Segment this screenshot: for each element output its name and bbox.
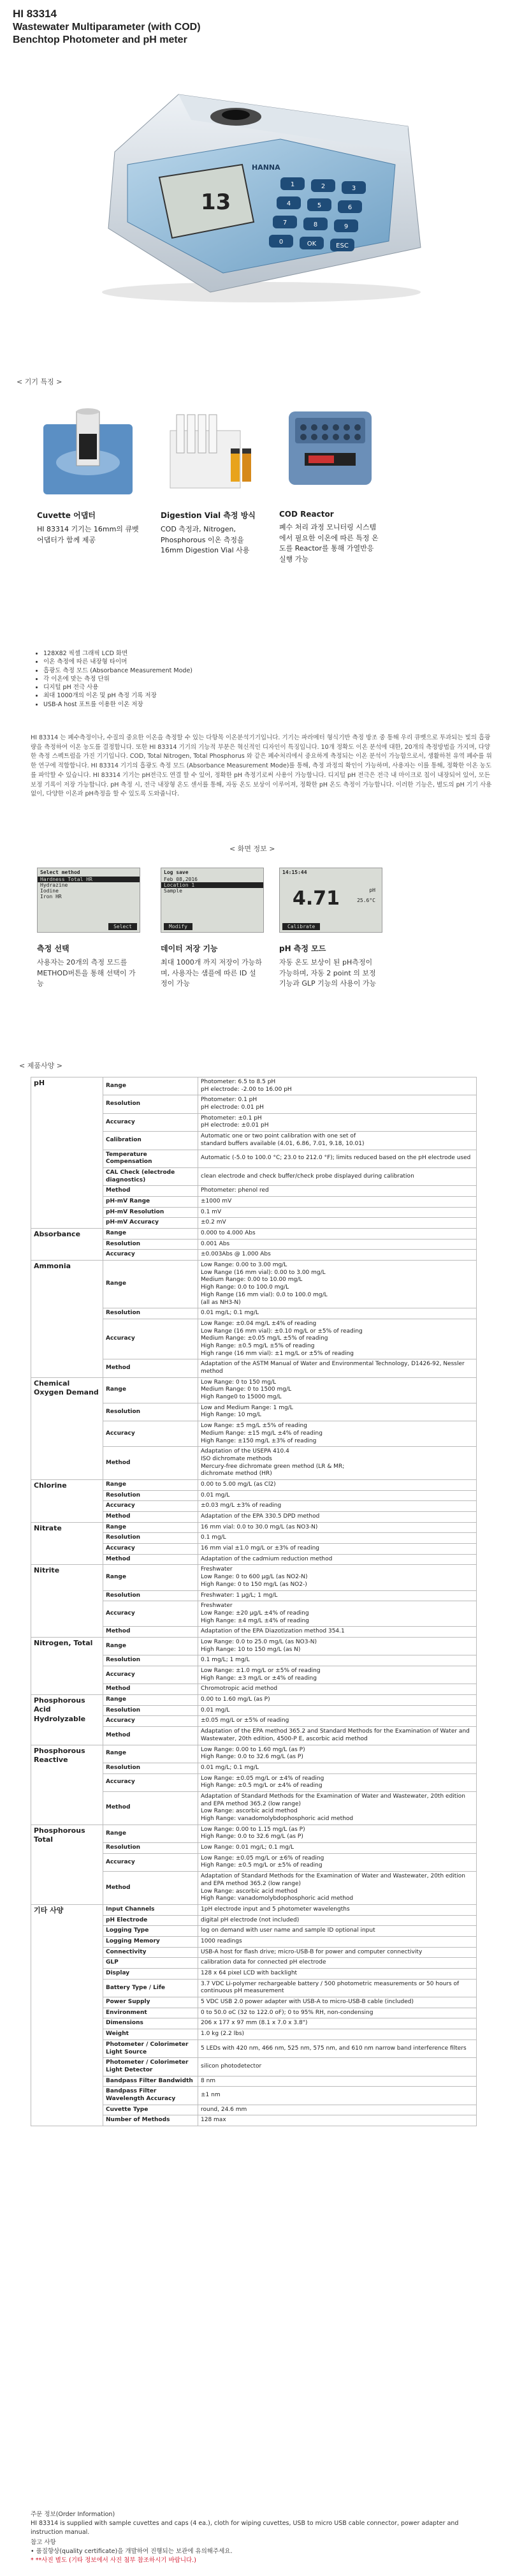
keypad-button: [330, 239, 354, 251]
spec-row: [31, 1377, 477, 1403]
spec-label: Method: [103, 1447, 198, 1480]
spec-value: 0.01 mg/L: [198, 1490, 477, 1501]
spec-value: Low Range: 0.00 to 3.00 mg/L Low Range (16 mm vial): 0.00 to 3.00 mg/L Medium Range: 0.00 to 10.00 mg/L High Range: 0.0 to 100.0 mg/L High Range (16 mm vial): 0.0 to 100.0 mg/L (all as NH3-N): [198, 1261, 477, 1308]
lcd-select-button: Select: [108, 923, 137, 930]
spec-value: Adaptation of the EPA Diazotization method 354.1: [198, 1627, 477, 1638]
spec-value: 0.01 mg/L; 0.1 mg/L: [198, 1763, 477, 1773]
feature-bullet: • 128X82 픽셀 그래픽 LCD 화면: [43, 649, 489, 658]
svg-text:7: 7: [282, 219, 287, 226]
spec-value: ±0.03 mg/L ±3% of reading: [198, 1501, 477, 1512]
spec-label: Range: [103, 1377, 198, 1403]
lcd-ph-value: 4.71: [293, 887, 340, 910]
keypad-button: [334, 219, 358, 232]
spec-label: Method: [103, 1554, 198, 1565]
lcd-select-method: Select method Hardness Total HR Hydrazine Iodine Iron HR Select: [37, 868, 140, 933]
feature-desc: 폐수 처리 과정 모니터링 시스템에서 필요한 이온에 따른 특정 온도를 Reactor를 통해 가열반응 실행 가능: [279, 523, 379, 563]
spec-value: 128 x 64 pixel LCD with backlight: [198, 1969, 477, 1980]
spec-label: Range: [103, 1229, 198, 1240]
screen-title: pH 측정 모드: [279, 944, 326, 953]
spec-label: Range: [103, 1637, 198, 1655]
cod-reactor-image: [279, 399, 381, 501]
spec-value: 16 mm vial ±1.0 mg/L or ±3% of reading: [198, 1544, 477, 1555]
spec-label: Resolution: [103, 1533, 198, 1544]
spec-label: Resolution: [103, 1655, 198, 1666]
feature-bullet: • 디지털 pH 전극 사용: [43, 683, 489, 692]
product-intro: HI 83314 는 폐수측정이나, 수질의 중요한 이온을 측정할 수 있는 다항목 이온분석기기입니다. 기기는 파라메터 형식기반 측정 방조 중 통해 우리 큐벳으로 투과되는 빛의 흡광량을 측정하여 이온 농도를 결정합니다. 또한 HI 83314 기기의 기능적 부분은 혁신적인 디자인이 특징입니다. 10개 정확도 이온 분석에 대한, 20개의 측정방법을 가지며, 다양한 측정 스펙트럼을 가진 기기입니다. COD, Total Nitrogen, Total Phosphorus 와 같은 폐수처리에서 중요하게 측정되는 이온 분석이 가능함으로서, 생활하천 유역 폐수를 위한 연구에 적합합니다. HI 83314 기기의 흡광도 측정 모드 (Absorbance Measurement Mode)를 통해, 측정 과정의 확인이 가능하며, 사용자는 이를 통해, 정확한 이온 농도를 파악할 수 있습니다. HI 83314 기기는 pH전극도 연결 할 수 있어, 정확한 pH 측정기로써 사용이 가능합니다. 디지털 pH 전극은 전극 내 마이크로 칩이 내장되어 있어, 모든 보정 기록이 저장 가능합니다. pH 측정 시, 전극 내장형 온도 센서를 통해, 자동 온도 보상이 이루어져, 정확한 pH 온도 측정이 가능합니다. 이러한 기능은, 별도의 pH 기기 사용 없이, 다양한 이온과 pH측정을 할 수 있도록 도와줍니다.: [31, 734, 492, 798]
spec-label: Weight: [103, 2029, 198, 2040]
spec-row: [31, 1565, 477, 1590]
spec-value: 0.01 mg/L: [198, 1705, 477, 1716]
spec-label: Bandpass Filter Wavelength Accuracy: [103, 2087, 198, 2105]
spec-label: Range: [103, 1522, 198, 1533]
spec-label: Resolution: [103, 1705, 198, 1716]
spec-label: Accuracy: [103, 1250, 198, 1261]
spec-value: 0 to 50.0 oC (32 to 122.0 oF); 0 to 95% RH, non-condensing: [198, 2008, 477, 2018]
screen-card-method: [37, 868, 139, 989]
spec-value: 0.1 mV: [198, 1207, 477, 1218]
spec-label: Resolution: [103, 1308, 198, 1319]
spec-row: [31, 1261, 477, 1308]
spec-value: 0.01 mg/L; 0.1 mg/L: [198, 1308, 477, 1319]
spec-category: Chemical Oxygen Demand: [31, 1377, 103, 1479]
spec-value: clean electrode and check buffer/check probe displayed during calibration: [198, 1167, 477, 1185]
spec-label: Accuracy: [103, 1666, 198, 1684]
spec-value: Low Range: 0.0 to 25.0 mg/L (as NO3-N) High Range: 10 to 150 mg/L (as N): [198, 1637, 477, 1655]
spec-value: 0.00 to 5.00 mg/L (as Cl2): [198, 1479, 477, 1490]
spec-category: pH: [31, 1077, 103, 1229]
svg-text:OK: OK: [307, 241, 317, 248]
spec-value: 1.0 kg (2.2 lbs): [198, 2029, 477, 2040]
spec-value: 3.7 VDC Li-polymer rechargeable battery / 500 photometric measurements or 50 hours of continuous pH measurement: [198, 1979, 477, 1997]
feature-bullet: • 각 이온에 맞는 측정 단위: [43, 675, 489, 683]
spec-row: [31, 1479, 477, 1490]
keypad-button: [300, 237, 324, 249]
keypad-button: [311, 179, 335, 192]
keypad-button: [280, 177, 305, 190]
spec-row: [31, 1637, 477, 1655]
feature-desc: HI 83314 기기는 16mm의 큐벳 어댑터가 함께 제공: [37, 525, 139, 544]
spec-value: Low Range: 0.00 to 1.15 mg/L (as P) High Range: 0.0 to 32.6 mg/L (as P): [198, 1825, 477, 1842]
spec-value: Adaptation of the EPA method 365.2 and Standard Methods for the Examination of Water and Wastewater, 20th edition, 4500-P E, ascorbic acid method: [198, 1727, 477, 1745]
spec-value: Freshwater Low Range: 0 to 600 µg/L (as NO2-N) High Range: 0 to 150 mg/L (as NO2-): [198, 1565, 477, 1590]
feature-bullet: • 흡광도 측정 모드 (Absorbance Measurement Mode): [43, 667, 489, 675]
spec-label: Accuracy: [103, 1853, 198, 1871]
spec-category: Absorbance: [31, 1229, 103, 1261]
screen-card-ph: [279, 868, 381, 989]
spec-label: Logging Memory: [103, 1936, 198, 1947]
feature-title: Cuvette 어댑터: [37, 511, 96, 520]
spec-value: Adaptation of Standard Methods for the Examination of Water and Wastewater, 20th edition and EPA method 365.2 (low range) Low Range: ascorbic acid method High Range: vanadomolybdophosphoric acid method: [198, 1791, 477, 1825]
spec-label: Battery Type / Life: [103, 1979, 198, 1997]
feature-title: COD Reactor: [279, 510, 334, 519]
spec-value: Adaptation of the USEPA 410.4 ISO dichromate methods Mercury-free dichromate green method (LR & MR; dichromate method (HR): [198, 1447, 477, 1480]
spec-label: pH-mV Accuracy: [103, 1218, 198, 1229]
note-1: • 품질향상(quality certificate)을 개발하여 진행되는 보관에 유의해주세요.: [31, 2548, 233, 2556]
spec-label: Display: [103, 1969, 198, 1980]
spec-value: 5 LEDs with 420 nm, 466 nm, 525 nm, 575 nm, and 610 nm narrow band interference filters: [198, 2039, 477, 2057]
spec-value: ±0.003Abs @ 1.000 Abs: [198, 1250, 477, 1261]
spec-value: log on demand with user name and sample ID optional input: [198, 1926, 477, 1937]
spec-label: Power Supply: [103, 1997, 198, 2008]
spec-heading: < 제품사양 >: [19, 1062, 62, 1070]
spec-value: Adaptation of the EPA 330.5 DPD method: [198, 1512, 477, 1523]
spec-value: 1000 readings: [198, 1936, 477, 1947]
spec-category: Phosphorous Total: [31, 1825, 103, 1904]
spec-label: Accuracy: [103, 1601, 198, 1627]
spec-label: Method: [103, 1684, 198, 1695]
feature-bullets: [36, 649, 489, 709]
spec-value: 0.1 mg/L: [198, 1533, 477, 1544]
note-2: * **사진 별도 (기타 정보에서 사진 첨부 참조하시기 바랍니다.): [31, 2556, 196, 2564]
feature-bullet: • 이온 측정에 따른 내장형 타이머: [43, 658, 489, 666]
features-heading: < 기기 특징 >: [17, 378, 62, 386]
screen-desc: 최대 1000개 까지 저장이 가능하며, 사용자는 샘플에 따른 ID 설정이 가능: [161, 958, 262, 988]
spec-row: [31, 1229, 477, 1240]
spec-label: pH-mV Range: [103, 1196, 198, 1207]
spec-value: ±0.2 mV: [198, 1218, 477, 1229]
spec-value: Low Range: 0.01 mg/L; 0.1 mg/L: [198, 1843, 477, 1854]
spec-value: Low Range: ±0.05 mg/L or ±6% of reading High Range: ±0.5 mg/L or ±5% of reading: [198, 1853, 477, 1871]
screen-card-log: [161, 868, 263, 989]
spec-value: Low Range: 0 to 150 mg/L Medium Range: 0 to 1500 mg/L High Range0 to 15000 mg/L: [198, 1377, 477, 1403]
feature-card-cuvette: [37, 399, 139, 545]
spec-label: Resolution: [103, 1239, 198, 1250]
spec-label: Method: [103, 1727, 198, 1745]
spec-label: Resolution: [103, 1095, 198, 1113]
screen-reading: 13: [201, 189, 231, 215]
spec-value: Low Range: ±0.05 mg/L or ±4% of reading High Range: ±0.5 mg/L or ±4% of reading: [198, 1773, 477, 1791]
spec-value: ±1 nm: [198, 2087, 477, 2105]
keypad-button: [277, 196, 301, 209]
feature-card-digestion-vial: [161, 399, 263, 556]
spec-value: 8 nm: [198, 2076, 477, 2087]
spec-value: Automatic one or two point calibration with one set of standard buffers available (4.01, 6.86, 7.01, 9.18, 10.01): [198, 1132, 477, 1150]
spec-label: Accuracy: [103, 1113, 198, 1131]
spec-label: Method: [103, 1512, 198, 1523]
keypad-button: [342, 181, 366, 194]
spec-label: Input Channels: [103, 1904, 198, 1915]
lcd-ph-mode: 14:15:44 4.71 pH 25.6°C Calibrate: [279, 868, 382, 933]
spec-value: ±1000 mV: [198, 1196, 477, 1207]
order-title: 주문 정보(Order Information): [31, 2511, 115, 2518]
spec-category: Chlorine: [31, 1479, 103, 1522]
feature-bullet: • 최대 1000개의 이온 및 pH 측정 기록 저장: [43, 692, 489, 700]
spec-value: 1pH electrode input and 5 photometer wavelengths: [198, 1904, 477, 1915]
spec-row: [31, 1904, 477, 1915]
note-title: 참고 사항: [31, 2539, 56, 2547]
spec-label: pH Electrode: [103, 1915, 198, 1926]
spec-value: Photometer: 6.5 to 8.5 pH pH electrode: -2.00 to 16.00 pH: [198, 1077, 477, 1095]
spec-row: [31, 1077, 477, 1095]
spec-label: Connectivity: [103, 1947, 198, 1958]
spec-value: 5 VDC USB 2.0 power adapter with USB-A to micro-USB-B cable (included): [198, 1997, 477, 2008]
spec-label: Range: [103, 1479, 198, 1490]
spec-label: Method: [103, 1627, 198, 1638]
spec-value: Low Range: ±5 mg/L ±5% of reading Medium Range: ±15 mg/L ±4% of reading High Range: ±150 mg/L ±3% of reading: [198, 1421, 477, 1447]
spec-value: Low Range: ±0.04 mg/L ±4% of reading Low Range (16 mm vial): ±0.10 mg/L or ±5% of reading Medium Range: ±0.05 mg/L ±5% of reading High Range: ±0.5 mg/L ±5% of reading High range (16 mm vial): ±1 mg/L or ±5% of reading: [198, 1319, 477, 1359]
svg-text:ESC: ESC: [336, 242, 349, 249]
spec-category: Phosphorous Reactive: [31, 1745, 103, 1825]
product-title: Wastewater Multiparameter (with COD): [13, 22, 201, 33]
keypad-button: [269, 235, 293, 248]
product-subtitle: Benchtop Photometer and pH meter: [13, 34, 187, 45]
spec-label: Accuracy: [103, 1544, 198, 1555]
spec-value: Photometer: 0.1 pH pH electrode: 0.01 pH: [198, 1095, 477, 1113]
spec-label: Method: [103, 1872, 198, 1905]
spec-label: Method: [103, 1791, 198, 1825]
spec-row: [31, 1522, 477, 1533]
keypad-button: [273, 216, 297, 228]
spec-label: Temperature Compensation: [103, 1150, 198, 1167]
feature-desc: COD 측정과, Nitrogen, Phosphorous 이온 측정을 16mm Digestion Vial 사용: [161, 525, 250, 554]
spec-category: Nitrite: [31, 1565, 103, 1638]
spec-value: 0.000 to 4.000 Abs: [198, 1229, 477, 1240]
spec-value: Freshwater Low Range: ±20 µg/L ±4% of reading High Range: ±4 mg/L ±4% of reading: [198, 1601, 477, 1627]
spec-label: Method: [103, 1359, 198, 1377]
svg-text:2: 2: [321, 183, 326, 190]
spec-label: Accuracy: [103, 1773, 198, 1791]
svg-text:4: 4: [286, 200, 291, 207]
spec-label: Accuracy: [103, 1421, 198, 1447]
spec-value: Automatic (-5.0 to 100.0 °C; 23.0 to 212.0 °F); limits reduced based on the pH electrode used: [198, 1150, 477, 1167]
spec-value: calibration data for connected pH electrode: [198, 1958, 477, 1969]
spec-label: pH-mV Resolution: [103, 1207, 198, 1218]
svg-text:0: 0: [279, 239, 284, 246]
spec-value: ±0.05 mg/L or ±5% of reading: [198, 1716, 477, 1727]
spec-value: Freshwater: 1 µg/L; 1 mg/L: [198, 1590, 477, 1601]
spec-label: Bandpass Filter Bandwidth: [103, 2076, 198, 2087]
cuvette-adapter-image: [37, 399, 139, 501]
spec-value: Adaptation of the ASTM Manual of Water and Environmental Technology, D1426-92, Nessler method: [198, 1359, 477, 1377]
screen-title: 측정 선택: [37, 944, 69, 953]
spec-label: Dimensions: [103, 2018, 198, 2029]
spec-label: Resolution: [103, 1843, 198, 1854]
spec-value: silicon photodetector: [198, 2058, 477, 2076]
svg-text:1: 1: [290, 181, 295, 188]
spec-label: Resolution: [103, 1763, 198, 1773]
spec-label: Accuracy: [103, 1501, 198, 1512]
spec-value: 0.001 Abs: [198, 1239, 477, 1250]
spec-label: Range: [103, 1695, 198, 1706]
spec-row: [31, 1745, 477, 1763]
screen-desc: 자동 온도 보상이 된 pH측정이 가능하며, 자동 2 point 의 보정기능과 GLP 기능의 사용이 가능: [279, 958, 377, 988]
spec-value: Photometer: phenol red: [198, 1186, 477, 1197]
spec-label: Method: [103, 1186, 198, 1197]
spec-label: Calibration: [103, 1132, 198, 1150]
spec-label: Range: [103, 1825, 198, 1842]
spec-value: Low and Medium Range: 1 mg/L High Range: 10 mg/L: [198, 1403, 477, 1421]
svg-text:3: 3: [351, 185, 356, 192]
spec-table: [31, 1077, 477, 2126]
spec-value: Chromotropic acid method: [198, 1684, 477, 1695]
spec-label: Photometer / Colorimeter Light Source: [103, 2039, 198, 2057]
spec-label: Environment: [103, 2008, 198, 2018]
spec-label: Range: [103, 1261, 198, 1308]
spec-category: Phosphorous Acid Hydrolyzable: [31, 1695, 103, 1745]
spec-label: Number of Methods: [103, 2115, 198, 2126]
spec-value: USB-A host for flash drive; micro-USB-B for power and computer connectivity: [198, 1947, 477, 1958]
spec-value: 16 mm vial: 0.0 to 30.0 mg/L (as NO3-N): [198, 1522, 477, 1533]
screen-cards: [0, 868, 522, 1046]
spec-value: round, 24.6 mm: [198, 2105, 477, 2115]
brand-logo: HANNA: [252, 163, 280, 172]
lcd-calibrate-button: Calibrate: [282, 923, 320, 930]
spec-row: [31, 1825, 477, 1842]
spec-value: Low Range: 0.00 to 1.60 mg/L (as P) High Range: 0.0 to 32.6 mg/L (as P): [198, 1745, 477, 1763]
digestion-vial-image: [161, 399, 263, 501]
svg-text:6: 6: [347, 204, 352, 211]
spec-value: 0.00 to 1.60 mg/L (as P): [198, 1695, 477, 1706]
spec-value: 128 max: [198, 2115, 477, 2126]
spec-label: Resolution: [103, 1403, 198, 1421]
spec-label: Accuracy: [103, 1716, 198, 1727]
spec-label: Range: [103, 1565, 198, 1590]
device-image: [89, 56, 433, 305]
spec-category: Nitrate: [31, 1522, 103, 1565]
lcd-log-save: Log save Feb 08,2016 Location 1 Sample Modify: [161, 868, 264, 933]
lcd-modify-button: Modify: [164, 923, 192, 930]
spec-category: Ammonia: [31, 1261, 103, 1378]
feature-card-cod-reactor: [279, 399, 381, 565]
spec-label: Logging Type: [103, 1926, 198, 1937]
spec-row: [31, 1695, 477, 1706]
svg-text:8: 8: [313, 221, 318, 228]
feature-title: Digestion Vial 측정 방식: [161, 511, 256, 520]
keypad-button: [303, 218, 328, 230]
spec-value: 0.1 mg/L; 1 mg/L: [198, 1655, 477, 1666]
keypad-button: [307, 198, 331, 211]
svg-text:9: 9: [344, 223, 349, 230]
screen-desc: 사용자는 20개의 측정 모드를 METHOD버튼을 통해 선택이 가능: [37, 958, 136, 988]
spec-value: 206 x 177 x 97 mm (8.1 x 7.0 x 3.8"): [198, 2018, 477, 2029]
spec-value: Low Range: ±1.0 mg/L or ±5% of reading High Range: ±3 mg/L or ±4% of reading: [198, 1666, 477, 1684]
screens-heading: < 화면 정보 >: [229, 845, 275, 853]
spec-label: CAL Check (electrode diagnostics): [103, 1167, 198, 1185]
spec-value: digital pH electrode (not included): [198, 1915, 477, 1926]
spec-value: Adaptation of Standard Methods for the Examination of Water and Wastewater, 20th edition and EPA method 365.2 (low range) Low Range: ascorbic acid method High Range: vanadomolybdophosphoric acid method: [198, 1872, 477, 1905]
order-text: HI 83314 is supplied with sample cuvettes and caps (4 ea.), cloth for wiping cuvettes, USB to micro USB cable connector, power adapter and instruction manual.: [31, 2519, 459, 2536]
spec-category: 기타 사양: [31, 1904, 103, 2126]
model-number: HI 83314: [13, 8, 57, 20]
keypad-button: [338, 200, 362, 213]
footer: [31, 2510, 489, 2565]
feature-bullet: • USB-A host 포트를 이용한 이온 저장: [43, 700, 489, 709]
svg-text:5: 5: [317, 202, 322, 209]
spec-label: Range: [103, 1745, 198, 1763]
spec-value: Adaptation of the cadmium reduction method: [198, 1554, 477, 1565]
spec-label: Range: [103, 1077, 198, 1095]
spec-label: Photometer / Colorimeter Light Detector: [103, 2058, 198, 2076]
spec-label: Accuracy: [103, 1319, 198, 1359]
spec-category: Nitrogen, Total: [31, 1637, 103, 1694]
spec-label: Cuvette Type: [103, 2105, 198, 2115]
spec-label: GLP: [103, 1958, 198, 1969]
spec-value: Photometer: ±0.1 pH pH electrode: ±0.01 pH: [198, 1113, 477, 1131]
screen-title: 데이터 저장 기능: [161, 944, 218, 953]
spec-label: Resolution: [103, 1590, 198, 1601]
feature-cards: [0, 399, 522, 628]
spec-label: Resolution: [103, 1490, 198, 1501]
header: [13, 8, 201, 46]
